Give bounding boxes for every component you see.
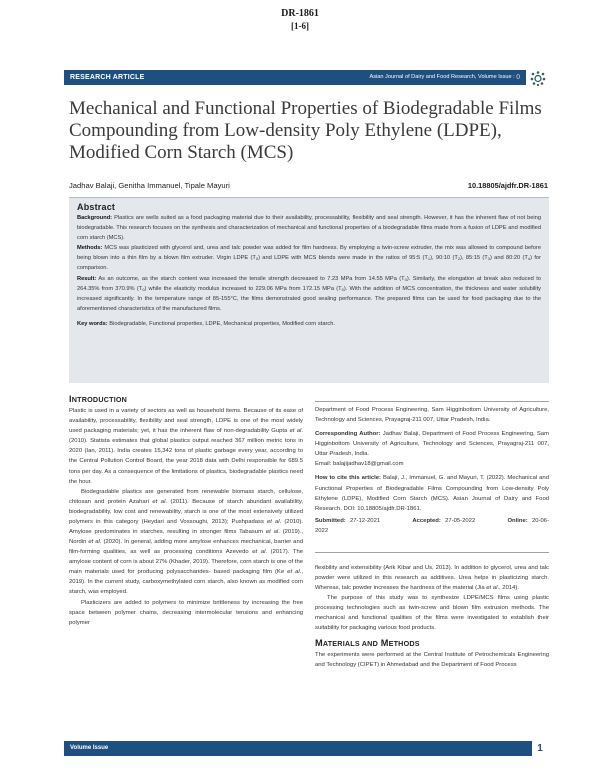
methods-text: ) and LDPE with MCS blends were made in the ratios of 95:5 (T	[258, 255, 428, 262]
result-text: ). Similarly, the elongation at break also reduced to 264.35% from 370.9% (T	[77, 275, 541, 292]
subscript: 3	[487, 256, 490, 262]
heading-rest: NTRODUCTION	[71, 395, 128, 404]
abstract-heading	[77, 202, 541, 212]
author-list: Jadhav Balaji, Genitha Immanuel, Tipale Mayuri	[69, 181, 230, 190]
citation-text: Balaji, J., Immanuel, G. and Mayuri, T. (2022). Mechanical and Functional Properties of Biodegradable Films Compounding from Low-density Poly Ethylene (LDPE), Modified Corn Starch (MCS). Asian Journal of Dairy and Food Research. DOI: 10.18805/ajdfr.DR-1861.	[315, 475, 549, 512]
corresponding-author	[315, 429, 549, 459]
document-id: DR-1861	[281, 8, 319, 19]
journal-logo-icon	[528, 69, 548, 87]
accepted-value: 27-05-2022	[445, 517, 476, 524]
intro-text: . (2019)., Nordin	[69, 529, 303, 546]
corresponding-label: Corresponding Author:	[315, 431, 381, 438]
footer-bar	[64, 741, 548, 756]
journal-line: Asian Journal of Dairy and Food Research, Volume Issue : ()	[369, 74, 520, 80]
heading-rest: ATERIALS AND	[322, 638, 378, 648]
et-al: et al	[267, 518, 280, 525]
result-text: ). With the addition of MCS concentration, the thickness and water solubility increased significantly. In the temperature range of 85-155°C, the films demonstrated good sealing performance. The prepared films can be used for food packaging due to the aforementioned characteristics of the manufactured films.	[77, 285, 541, 312]
abstract-keywords	[77, 319, 541, 329]
heading-initial: M	[380, 637, 389, 648]
intro-text: Biodegradable plastics are generated from renewable biomass starch, cellulose, chitosan and protein Azahari	[69, 488, 303, 505]
article-type: RESEARCH ARTICLE	[70, 74, 145, 81]
heading-initial: M	[315, 637, 323, 648]
intro-text: . (2010). Statista estimates that global plastics output reached 367 million metric tons in 2020 (Ian, 2011). India creates 15,342 tons of plastic garbage every year, according to the Central Pollution Control Board, the year 2018 data with Delhi responsible for 689.5 tons per day. As a consequence of the limitations of plastics, biodegradable plastics need the hour.	[69, 428, 303, 485]
abstract-heading-text: Abstract	[77, 202, 116, 212]
intro-paragraph-2	[69, 487, 303, 598]
methods-text: ), 85:15 (T	[460, 255, 488, 262]
intro-text: ., 2019). In the current study, carboxymethylated corn starch, also known as modified corn starch, was employed.	[69, 569, 304, 596]
subscript: 0	[255, 256, 259, 262]
page-number: 1	[532, 741, 548, 756]
et-al: et al	[252, 549, 266, 556]
right-column	[315, 563, 549, 670]
keywords-text: Biodegradable, Functional properties, LDPE, Mechanical properties, Modified corn starch.	[109, 320, 335, 327]
intro-paragraph-3: Plasticizers are added to polymers to minimize brittleness by increasing the free space between polymer chains, decreasing intermolecular tensions and enhancing polymer	[69, 599, 303, 626]
background-label: Background:	[77, 215, 113, 221]
heading-initial: I	[69, 394, 72, 404]
methods-label: Methods:	[77, 245, 103, 252]
methods-text: ) for comparison.	[77, 255, 541, 272]
heading-rest: ETHODS	[388, 638, 420, 648]
intro-text: . (2010). Amylose predominates in starches, resulting in stronger films Tabasum	[69, 518, 304, 536]
introduction-heading	[69, 394, 303, 405]
citation-label: How to cite this article:	[315, 475, 381, 482]
divider	[315, 401, 549, 402]
background-text: Plastics are wells suited as a food packaging material due to their availability, processability, flexibility and seal strength. However, it has the inherent flaw of not being biodegradable. This research focuses on the synthesis and characterization of mechanical and functional properties of a biodegradable films made from a fusion of LDPE and modified corn starch (MCS).	[77, 215, 541, 242]
abstract-methods	[77, 243, 541, 273]
abstract-box	[69, 197, 549, 383]
et-al: et al	[287, 569, 300, 576]
intro-text: Plastic is used in a variety of sectors as well as household items. Because of its ease of availability, processability, flexibility and seal strength, LDPE is one of the most widely used packaging materials; yet, it has the inherent flaw of non-degradability Gupta	[69, 408, 303, 435]
submitted-date	[315, 518, 394, 524]
subscript: 0	[341, 286, 344, 292]
methods-text: ) and 80:20 (T	[489, 255, 528, 262]
body-text: flexibility and extensibility (Arik Kibar and Us, 2013). In addition to glycerol, urea and talc powder were utilized in this research as additives. Urea helps in plasticizing starch. Whereas, talc powder increases the hardness of the material (Jia	[315, 565, 549, 592]
abstract-background	[77, 213, 541, 243]
result-label: Result:	[77, 275, 97, 282]
doi[interactable]: 10.18805/ajdfr.DR-1861	[467, 181, 548, 190]
submitted-label: Submitted:	[315, 517, 346, 524]
left-column	[69, 394, 303, 628]
keywords-label: Key words:	[77, 320, 108, 327]
intro-text: . (2020). In general, adding more amylose enhances mechanical, barrier and film-forming qualities, as well as processing conditions Azevedo	[69, 539, 303, 556]
accepted-label: Accepted:	[412, 517, 441, 524]
result-text: ) while the elasticity modulus increased to 229.06 MPa from 172.15 MPa (T	[144, 285, 342, 292]
accepted-date	[412, 518, 489, 524]
intro-text: . (2011). Because of starch abundant availability, biodegradability, low cost and renewability, starch is one of the most extensively utilized polymers in this category (Heydari and Vossoughi, 2013); Pushpadass	[69, 498, 303, 525]
author-info-block	[315, 405, 549, 536]
et-al: et al	[152, 498, 166, 505]
abstract-result	[77, 274, 541, 314]
body-paragraph-3: The experiments were performed at the Central Institute of Petrochemicals Engineering and Technology (CIPET) in Ahmedabad and the Department of Food Process	[315, 651, 549, 668]
body-paragraph-1	[315, 563, 549, 593]
body-paragraph-2: The purpose of this study was to synthesize LDPE/MCS films using plastic processing technologies such as twin-screw and blown film extrusion methods. The mechanical and functional qualities of the films were investigated to establish their suitability for packaging various food products.	[315, 595, 549, 632]
body-text: ., 2014).	[497, 585, 520, 592]
article-dates	[315, 516, 549, 536]
citation	[315, 473, 549, 513]
journal-header-bar	[64, 70, 526, 85]
result-text: As an outcome, as the starch content was increased the tensile strength decreased to 7.23 MPa from 14.55 MPa (T	[98, 275, 405, 282]
article-title: Mechanical and Functional Properties of Biodegradable Films Compounding from Low-density Poly Ethylene (LDPE), Modified Corn Starch (MCS)	[69, 98, 542, 163]
divider	[315, 552, 549, 553]
affiliation: Department of Food Process Engineering, Sam Higginbottom University of Agriculture, Technology and Sciences, Prayagraj-211 007, Uttar Pradesh, India.	[315, 407, 549, 424]
corresponding-text: Jadhav Balaji, Department of Food Process Engineering, Sam Higginbottom University of Agriculture, Technology and Sciences, Prayagraj-211 007, Uttar Pradesh, India.	[315, 431, 549, 458]
subscript: 0	[404, 276, 407, 282]
methods-text: MCS was plasticized with glycerol and, urea and talc powder was added for film hardness. By employing a twin-screw extruder, the mix was allowed to compound before being blown into a thin film by a blown film extruder. Virgin LDPE (T	[77, 245, 541, 262]
subscript: 0	[142, 286, 145, 292]
et-al: et al	[265, 529, 279, 536]
submitted-value: 27-12-2021	[350, 517, 381, 524]
footer-label: Volume Issue	[70, 745, 109, 751]
subscript: 1	[427, 256, 431, 262]
methods-text: ), 90:10 (T	[430, 255, 458, 262]
subscript: 4	[527, 256, 531, 262]
online-value: 20-06-2022	[315, 517, 550, 534]
online-label: Online:	[507, 517, 528, 524]
page-range: [1-6]	[291, 21, 309, 31]
et-al: et al	[486, 585, 498, 592]
materials-methods-heading	[315, 638, 549, 649]
email[interactable]: Email: balajijadhav18@gmail.com	[315, 461, 404, 468]
intro-paragraph-1	[69, 406, 303, 487]
et-al: et al	[289, 428, 302, 435]
intro-text: . (2017). The amylose content of corn is about 27% (Khader, 2019). Therefore, corn starch is one of the main materials used for producing polysaccharides- based packaging film (Ke	[69, 549, 304, 576]
subscript: 2	[457, 256, 461, 262]
et-al: et al	[88, 539, 100, 546]
